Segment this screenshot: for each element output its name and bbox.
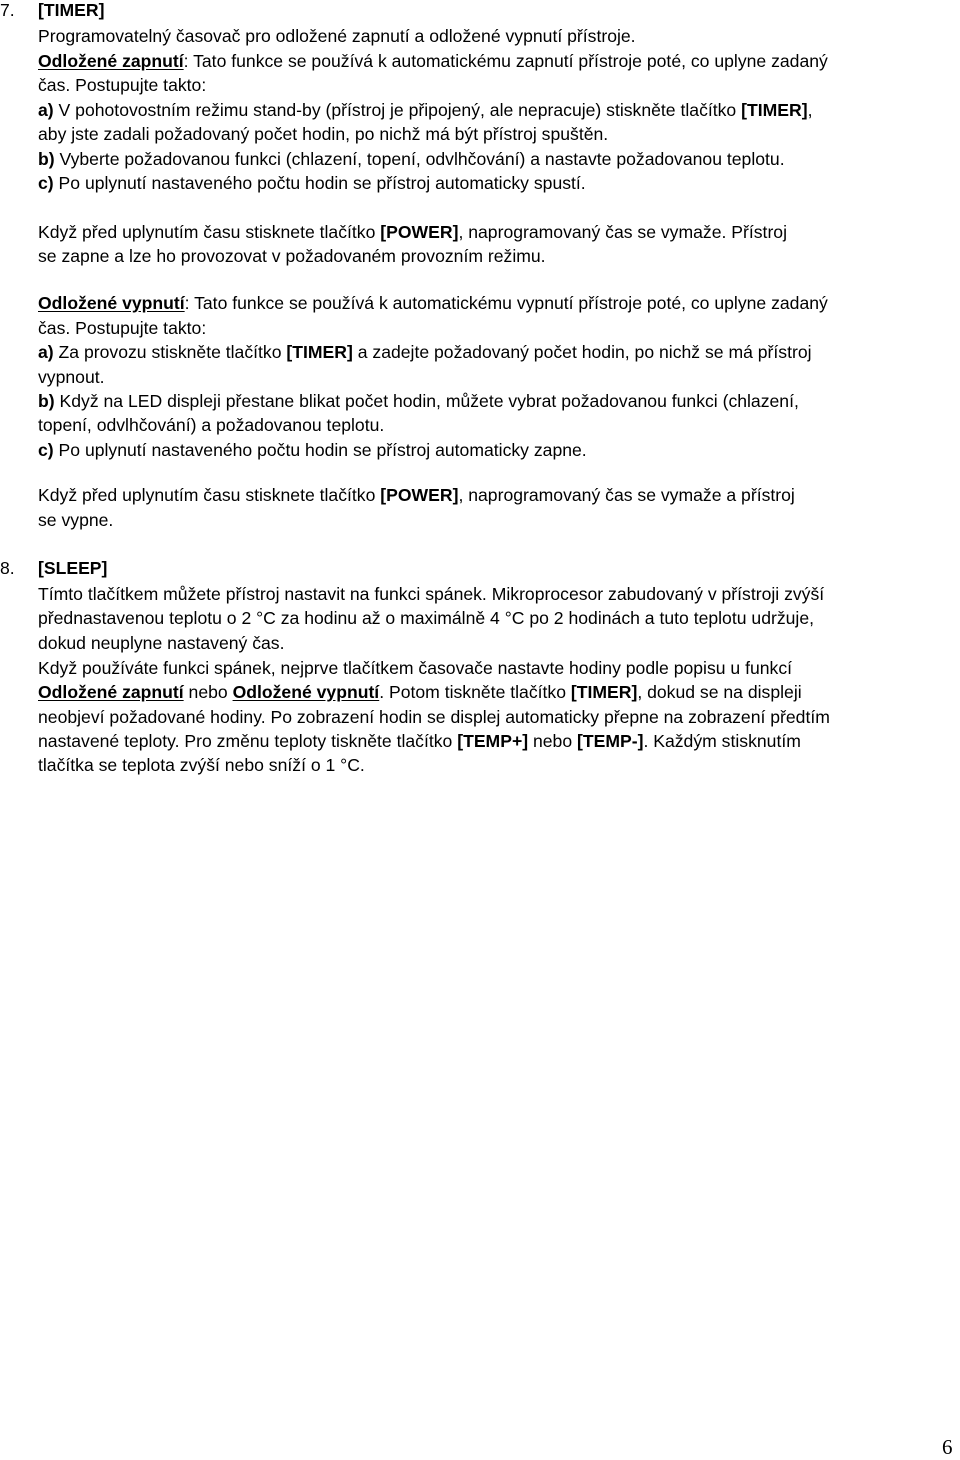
text: , naprogramovaný čas se vymaže. Přístroj	[458, 222, 787, 242]
section-title: [SLEEP]	[38, 558, 108, 578]
step-c	[38, 173, 586, 194]
paragraph-line: dokud neuplyne nastavený čas.	[38, 633, 285, 653]
paragraph-line: tlačítka se teplota zvýší nebo sníží o 1 °C.	[38, 755, 365, 775]
paragraph-line	[38, 731, 801, 752]
paragraph-line	[38, 682, 802, 703]
text: Když na LED displeji přestane blikat počet hodin, můžete vybrat požadovanou funkci (chlazení,	[54, 391, 799, 411]
paragraph-line: se zapne a lze ho provozovat v požadovaném provozním režimu.	[38, 246, 546, 266]
text: Když před uplynutím času stisknete tlačítko	[38, 485, 381, 505]
text: : Tato funkce se používá k automatickému zapnutí přístroje poté, co uplyne zadaný	[183, 51, 828, 71]
step-label: b)	[38, 149, 55, 169]
text: Když před uplynutím času stisknete tlačítko	[38, 222, 381, 242]
paragraph-line: Tímto tlačítkem můžete přístroj nastavit na funkci spánek. Mikroprocesor zabudovaný v přístroji zvýší	[38, 584, 825, 604]
key-power: [POWER]	[380, 222, 459, 242]
paragraph-line: se vypne.	[38, 510, 114, 530]
section-number: 8.	[0, 558, 15, 578]
text: Po uplynutí nastaveného počtu hodin se přístroj automaticky spustí.	[53, 173, 586, 193]
paragraph-line: přednastavenou teplotu o 2 °C za hodinu až o maximálně 4 °C po 2 hodinách a tuto teplotu udržuje,	[38, 608, 814, 628]
text: nebo	[183, 682, 233, 702]
paragraph-line	[38, 51, 828, 72]
step-c	[38, 440, 587, 461]
paragraph-line: aby jste zadali požadovaný počet hodin, po nichž má být přístroj spuštěn.	[38, 124, 609, 144]
term-delayed-off: Odložené vypnutí	[38, 293, 185, 313]
key-temp-minus: [TEMP-]	[577, 731, 644, 751]
paragraph-line: čas. Postupujte takto:	[38, 75, 207, 95]
text: , dokud se na displeji	[637, 682, 802, 702]
paragraph-line: Programovatelný časovač pro odložené zapnutí a odložené vypnutí přístroje.	[38, 26, 636, 46]
step-label: a)	[38, 342, 54, 362]
step-label: b)	[38, 391, 55, 411]
paragraph-line: vypnout.	[38, 367, 105, 387]
term-delayed-on: Odložené zapnutí	[38, 682, 184, 702]
key-timer: [TIMER]	[570, 682, 638, 702]
step-b	[38, 149, 785, 170]
page-number: 6	[942, 1435, 953, 1459]
text: . Potom tiskněte tlačítko	[379, 682, 571, 702]
paragraph-line	[38, 222, 787, 243]
text: Za provozu stiskněte tlačítko	[53, 342, 287, 362]
key-timer: [TIMER]	[741, 100, 808, 120]
text: Po uplynutí nastaveného počtu hodin se přístroj automaticky zapne.	[53, 440, 587, 460]
paragraph-line: neobjeví požadované hodiny. Po zobrazení hodin se displej automaticky přepne na zobrazení předtím	[38, 707, 830, 727]
text: : Tato funkce se používá k automatickému vypnutí přístroje poté, co uplyne zadaný	[184, 293, 828, 313]
text: Vyberte požadovanou funkci (chlazení, topení, odvlhčování) a nastavte požadovanou teplotu.	[54, 149, 785, 169]
text: nastavené teploty. Pro změnu teploty tiskněte tlačítko	[38, 731, 458, 751]
step-label: c)	[38, 173, 54, 193]
paragraph-line	[38, 293, 828, 314]
step-a	[38, 100, 812, 121]
key-timer: [TIMER]	[286, 342, 353, 362]
term-delayed-off: Odložené vypnutí	[232, 682, 380, 702]
term-delayed-on: Odložené zapnutí	[38, 51, 184, 71]
step-a	[38, 342, 812, 363]
step-b	[38, 391, 799, 412]
text: V pohotovostním režimu stand-by (přístroj je připojený, ale nepracuje) stiskněte tlačítko	[53, 100, 742, 120]
paragraph-line: čas. Postupujte takto:	[38, 318, 207, 338]
paragraph-line	[38, 485, 795, 506]
paragraph-line: topení, odvlhčování) a požadovanou teplotu.	[38, 415, 385, 435]
text: . Každým stisknutím	[643, 731, 801, 751]
text: nebo	[528, 731, 578, 751]
text: ,	[807, 100, 813, 120]
step-label: c)	[38, 440, 54, 460]
key-temp-plus: [TEMP+]	[457, 731, 529, 751]
step-label: a)	[38, 100, 54, 120]
paragraph-line: Když používáte funkci spánek, nejprve tlačítkem časovače nastavte hodiny podle popisu u funkcí	[38, 658, 793, 678]
text: , naprogramovaný čas se vymaže a přístroj	[458, 485, 795, 505]
section-title: [TIMER]	[38, 0, 105, 20]
text: a zadejte požadovaný počet hodin, po nichž se má přístroj	[352, 342, 812, 362]
key-power: [POWER]	[380, 485, 459, 505]
section-number: 7.	[0, 0, 15, 20]
